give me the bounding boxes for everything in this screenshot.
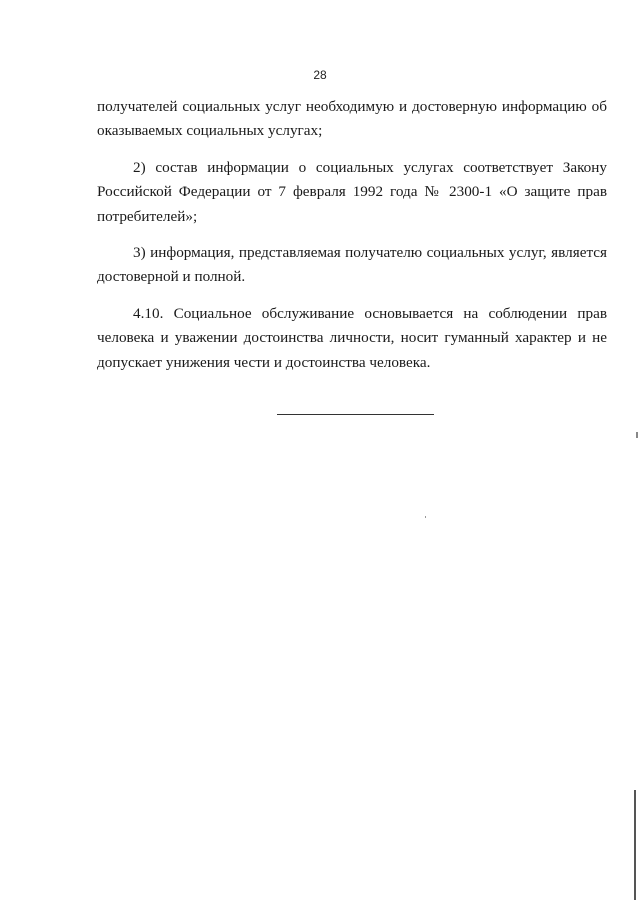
scan-artifact xyxy=(636,432,638,438)
text-line: человека и уважении достоинства личности, носит гуманный характер и не xyxy=(97,329,607,347)
paragraph-section-4-10 xyxy=(97,302,607,375)
text-line: оказываемых социальных услугах; xyxy=(97,122,323,140)
scan-artifact xyxy=(425,516,426,518)
text-line: 2) состав информации о социальных услугах соответствует Закону xyxy=(133,158,607,176)
paragraph-continuation xyxy=(97,95,607,144)
text-line: достоверной и полной. xyxy=(97,268,246,286)
end-separator-line xyxy=(277,414,434,415)
page-number: 28 xyxy=(313,68,327,82)
text-line: получателей социальных услуг необходимую и достоверную информацию об xyxy=(97,98,607,115)
paragraph-item-2 xyxy=(97,156,607,229)
text-line: 4.10. Социальное обслуживание основывается на соблюдении прав xyxy=(133,304,607,322)
text-line: потребителей»; xyxy=(97,207,198,225)
text-line: 3) информация, представляемая получателю социальных услуг, является xyxy=(133,244,607,262)
paragraph-item-3 xyxy=(97,241,607,290)
text-line: допускает унижения чести и достоинства человека. xyxy=(97,353,431,371)
document-body xyxy=(97,95,607,375)
text-line: Российской Федерации от 7 февраля 1992 года № 2300-1 «О защите прав xyxy=(97,183,607,201)
scan-edge-shadow xyxy=(634,790,636,900)
